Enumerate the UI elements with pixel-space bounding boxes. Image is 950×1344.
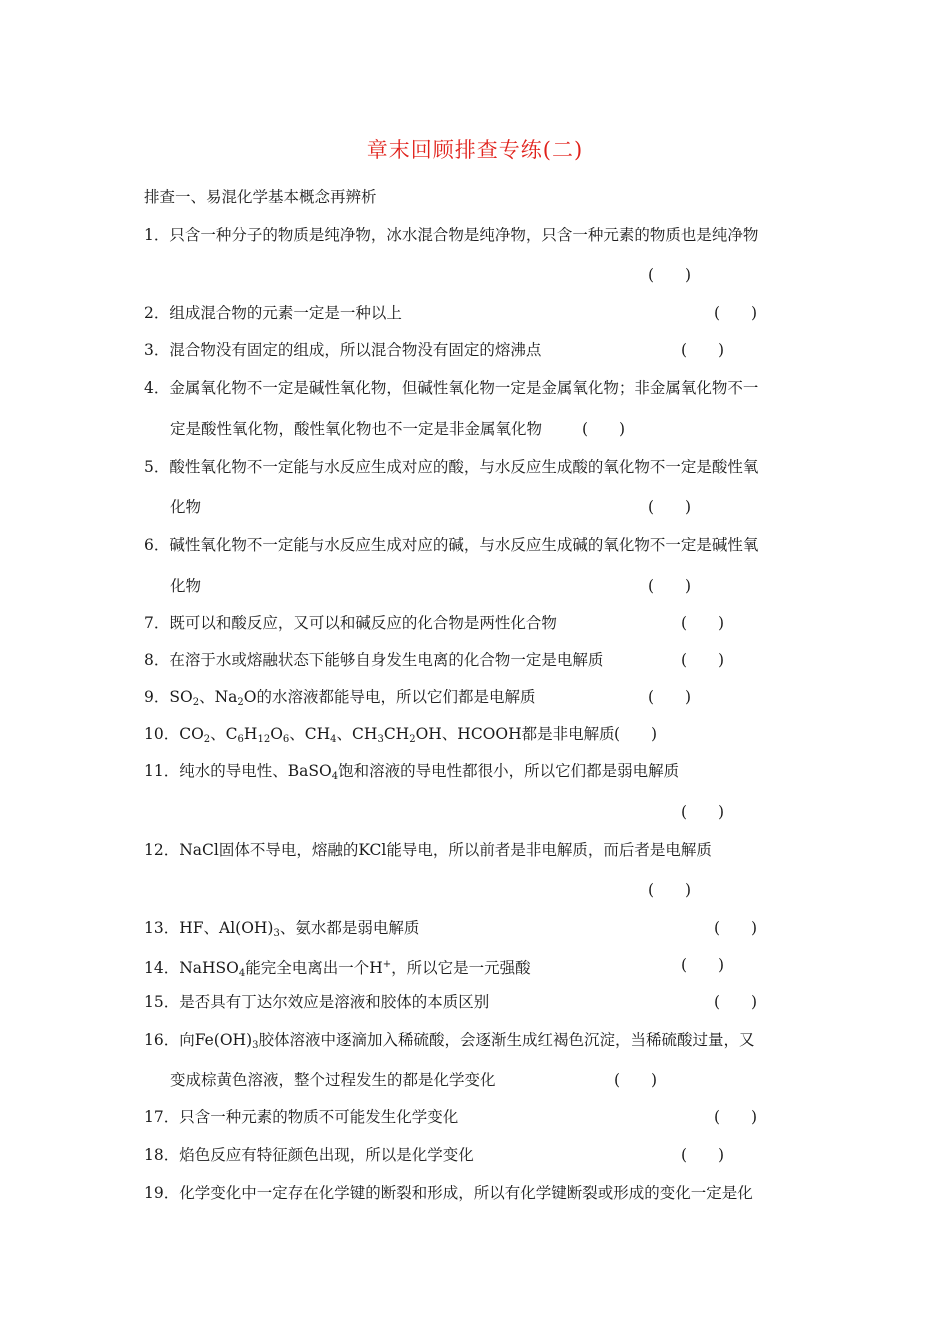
- answer-blank-5[interactable]: ( ): [648, 498, 692, 516]
- answer-blank-4[interactable]: ( ): [582, 420, 626, 438]
- question-19: 19．化学变化中一定存在化学键的断裂和形成，所以有化学键断裂或形成的变化一定是化: [144, 1184, 753, 1202]
- question-4-line-1: 4．金属氧化物不一定是碱性氧化物，但碱性氧化物一定是金属氧化物；非金属氧化物不一: [144, 379, 759, 397]
- answer-blank-2[interactable]: ( ): [714, 304, 758, 322]
- question-8: 8．在溶于水或熔融状态下能够自身发生电离的化合物一定是电解质: [144, 651, 604, 669]
- question-13: 13．HF、$Al(OH)_3$、氨水都是弱电解质: [144, 919, 420, 939]
- question-10: 10．$CO_2$、$C_6H_{12}O_6$、$CH_4$、$CH_3CH_2OH$、HCOOH都是非电解质: [144, 725, 615, 745]
- answer-blank-12[interactable]: ( ): [648, 881, 692, 899]
- question-11: 11．纯水的导电性、BaSO$_4$饱和溶液的导电性都很小，所以它们都是弱电解质: [144, 762, 680, 782]
- question-16-line-1: 16．向$Fe(OH)_3$胶体溶液中逐滴加入稀硫酸，会逐渐生成红褐色沉淀，当稀硫酸过量，又: [144, 1031, 755, 1051]
- answer-blank-15[interactable]: ( ): [714, 993, 758, 1011]
- answer-blank-8[interactable]: ( ): [681, 651, 725, 669]
- answer-blank-17[interactable]: ( ): [714, 1108, 758, 1126]
- question-5-line-1: 5．酸性氧化物不一定能与水反应生成对应的酸，与水反应生成酸的氧化物不一定是酸性氧: [144, 458, 759, 476]
- question-5-line-2: 化物: [170, 498, 202, 516]
- question-15: 15．是否具有丁达尔效应是溶液和胶体的本质区别: [144, 993, 490, 1011]
- answer-blank-3[interactable]: ( ): [681, 341, 725, 359]
- page-title: 章末回顾排查专练(二): [366, 138, 584, 162]
- answer-blank-16[interactable]: ( ): [614, 1071, 658, 1089]
- question-12: 12．NaCl固体不导电，熔融的KCl能导电，所以前者是非电解质，而后者是电解质: [144, 841, 712, 859]
- answer-blank-10[interactable]: ( ): [614, 725, 658, 743]
- question-6-line-1: 6．碱性氧化物不一定能与水反应生成对应的碱，与水反应生成碱的氧化物不一定是碱性氧: [144, 536, 759, 554]
- question-7: 7．既可以和酸反应，又可以和碱反应的化合物是两性化合物: [144, 614, 557, 632]
- question-14: 14．NaHSO$_4$能完全电离出一个H+，所以它是一元强酸: [144, 959, 531, 979]
- question-9: 9．$SO_2$、$Na_2O$的水溶液都能导电，所以它们都是电解质: [144, 688, 536, 708]
- question-4-line-2: 定是酸性氧化物，酸性氧化物也不一定是非金属氧化物: [170, 420, 543, 438]
- answer-blank-18[interactable]: ( ): [681, 1146, 725, 1164]
- answer-blank-14[interactable]: ( ): [681, 956, 725, 974]
- answer-blank-6[interactable]: ( ): [648, 577, 692, 595]
- question-2: 2．组成混合物的元素一定是一种以上: [144, 304, 402, 322]
- answer-blank-9[interactable]: ( ): [648, 688, 692, 706]
- question-6-line-2: 化物: [170, 577, 202, 595]
- question-3: 3．混合物没有固定的组成，所以混合物没有固定的熔沸点: [144, 341, 542, 359]
- answer-blank-7[interactable]: ( ): [681, 614, 725, 632]
- question-17: 17．只含一种元素的物质不可能发生化学变化: [144, 1108, 459, 1126]
- answer-blank-1[interactable]: ( ): [648, 266, 692, 284]
- question-1: 1．只含一种分子的物质是纯净物，冰水混合物是纯净物，只含一种元素的物质也是纯净物: [144, 226, 759, 244]
- question-18: 18．焰色反应有特征颜色出现，所以是化学变化: [144, 1146, 474, 1164]
- question-16-line-2: 变成棕黄色溶液，整个过程发生的都是化学变化: [170, 1071, 496, 1089]
- answer-blank-13[interactable]: ( ): [714, 919, 758, 937]
- section-heading: 排查一、易混化学基本概念再辨析: [144, 188, 377, 206]
- answer-blank-11[interactable]: ( ): [681, 803, 725, 821]
